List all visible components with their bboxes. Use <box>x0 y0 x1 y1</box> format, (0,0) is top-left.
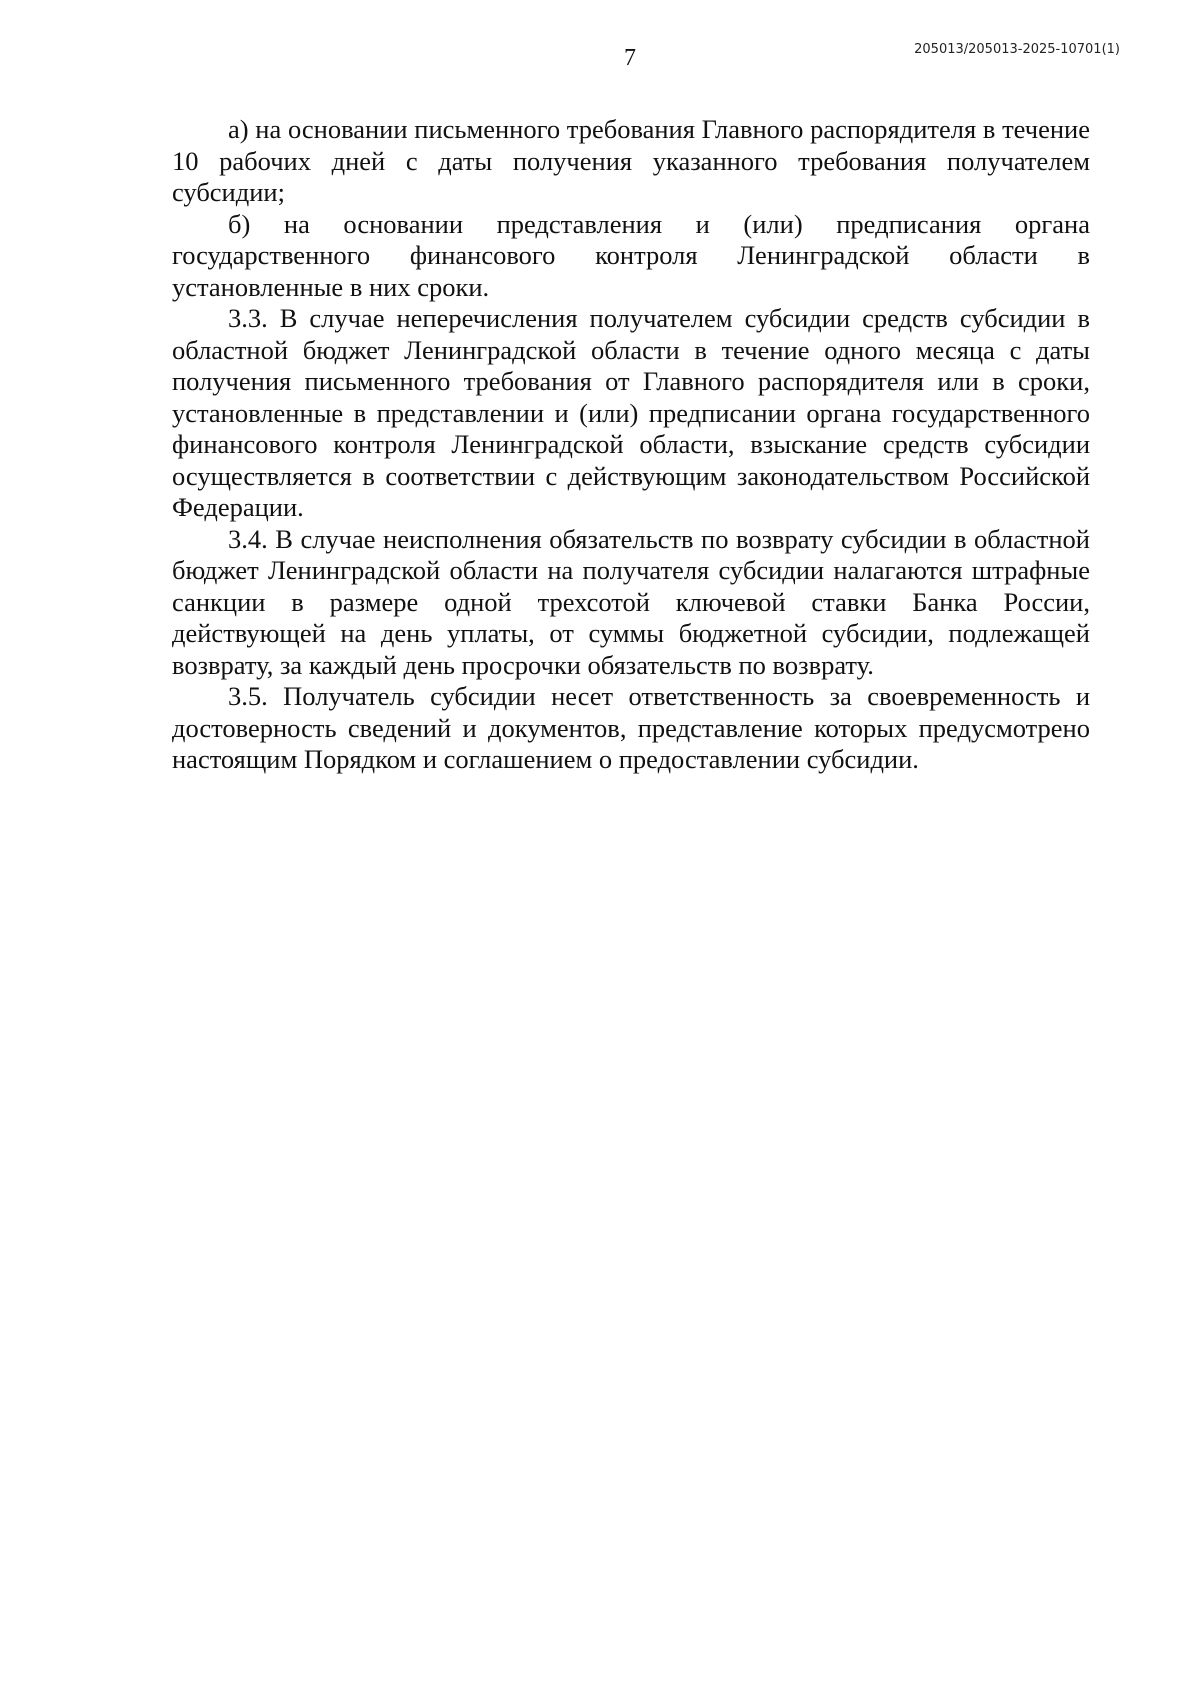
paragraph-3-4: 3.4. В случае неисполнения обязательств по возврату субсидии в областной бюджет Ленинградской области на получателя субсидии налагаются штрафные санкции в размере одной трехсотой ключевой ставки Банка России, действующей на день уплаты, от суммы бюджетной субсидии, подлежащей возврату, за каждый день просрочки обязательств по возврату. <box>172 523 1090 680</box>
page-number: 7 <box>624 45 636 71</box>
paragraph-3-5: 3.5. Получатель субсидии несет ответственность за своевременность и достоверность сведений и документов, представление которых предусмотрено настоящим Порядком и соглашением о предоставлении субсидии. <box>172 681 1090 774</box>
document-body <box>172 114 1090 776</box>
document-id: 205013/205013-2025-10701(1) <box>914 42 1120 57</box>
paragraph-item-a: а) на основании письменного требования Главного распорядителя в течение 10 рабочих дней с даты получения указанного требования получателем субсидии; <box>172 114 1090 207</box>
paragraph-3-3: 3.3. В случае неперечисления получателем субсидии средств субсидии в областной бюджет Ленинградской области в течение одного месяца с даты получения письменного требования от Главного распорядителя или в сроки, установленные в представлении и (или) предписании органа государственного финансового контроля Ленинградской области, взыскание средств субсидии осуществляется в соответствии с действующим законодательством Российской Федерации. <box>172 303 1090 522</box>
paragraph-item-b: б) на основании представления и (или) предписания органа государственного финансового контроля Ленинградской области в установленные в них сроки. <box>172 208 1090 302</box>
